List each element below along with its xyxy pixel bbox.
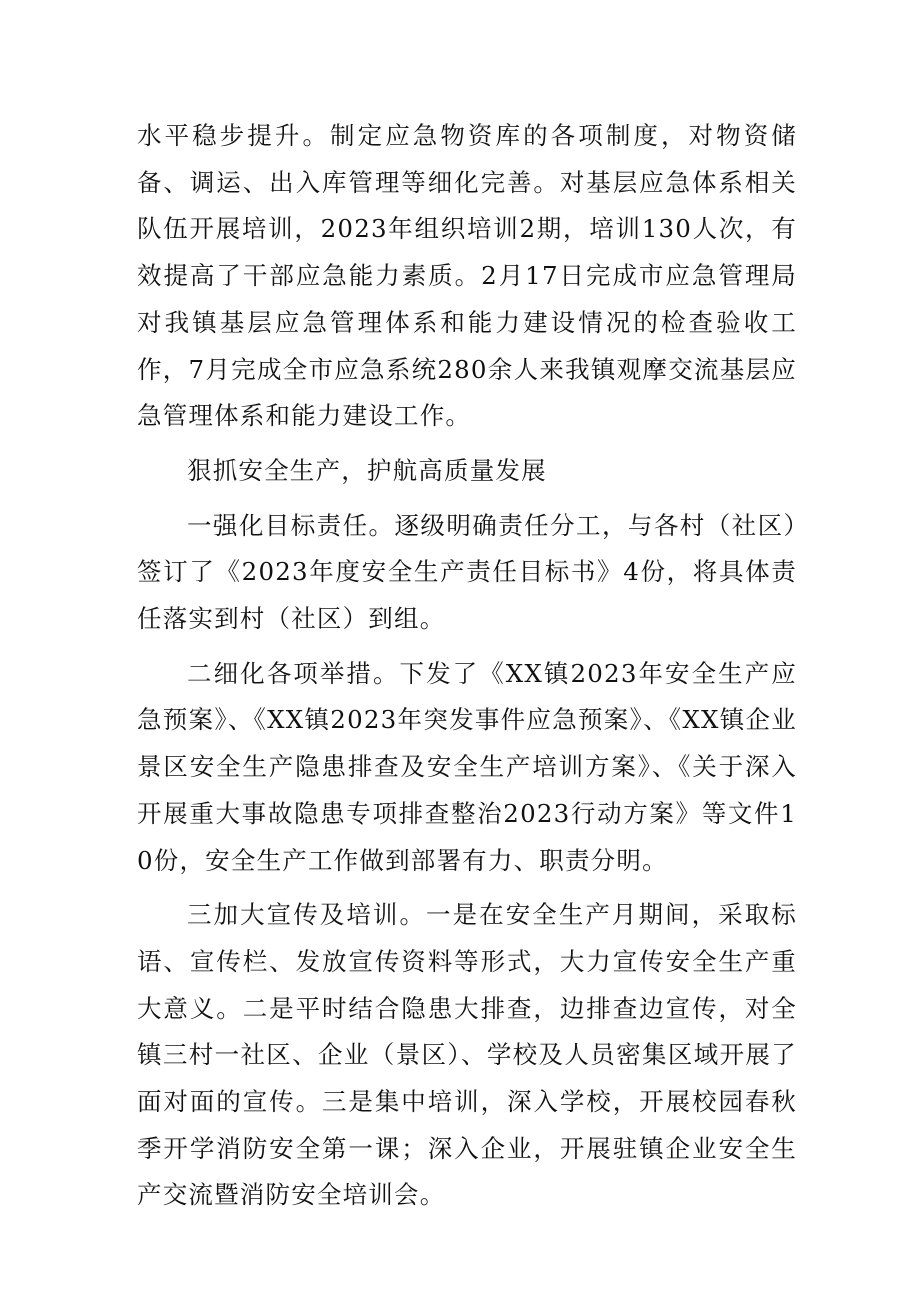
- paragraph-target-responsibility: 一强化目标责任。逐级明确责任分工，与各村（社区）签订了《2023年度安全生产责任目标书》4份，将具体责任落实到村（社区）到组。: [137, 510, 797, 634]
- document-body: [137, 113, 797, 1219]
- paragraph-detailed-measures: 二细化各项举措。下发了《XX镇2023年安全生产应急预案》、《XX镇2023年突发事件应急预案》、《XX镇企业景区安全生产隐患排查及安全生产培训方案》、《关于深入开展重大事故隐患专项排查整治2023行动方案》等文件10份，安全生产工作做到部署有力、职责分明。: [137, 658, 797, 875]
- section-heading-safety-production: 狠抓安全生产，护航高质量发展: [187, 455, 547, 485]
- paragraph-publicity-training: 三加大宣传及培训。一是在安全生产月期间，采取标语、宣传栏、发放宣传资料等形式，大力宣传安全生产重大意义。二是平时结合隐患大排查，边排查边宣传，对全镇三村一社区、企业（景区）、学校及人员密集区域开展了面对面的宣传。三是集中培训，深入学校，开展校园春秋季开学消防安全第一课；深入企业，开展驻镇企业安全生产交流暨消防安全培训会。: [137, 900, 797, 1210]
- paragraph-emergency-capability: 水平稳步提升。制定应急物资库的各项制度，对物资储备、调运、出入库管理等细化完善。对基层应急体系相关队伍开展培训，2023年组织培训2期，培训130人次，有效提高了干部应急能力素质。2月17日完成市应急管理局对我镇基层应急管理体系和能力建设情况的检查验收工作，7月完成全市应急系统280余人来我镇观摩交流基层应急管理体系和能力建设工作。: [137, 121, 797, 431]
